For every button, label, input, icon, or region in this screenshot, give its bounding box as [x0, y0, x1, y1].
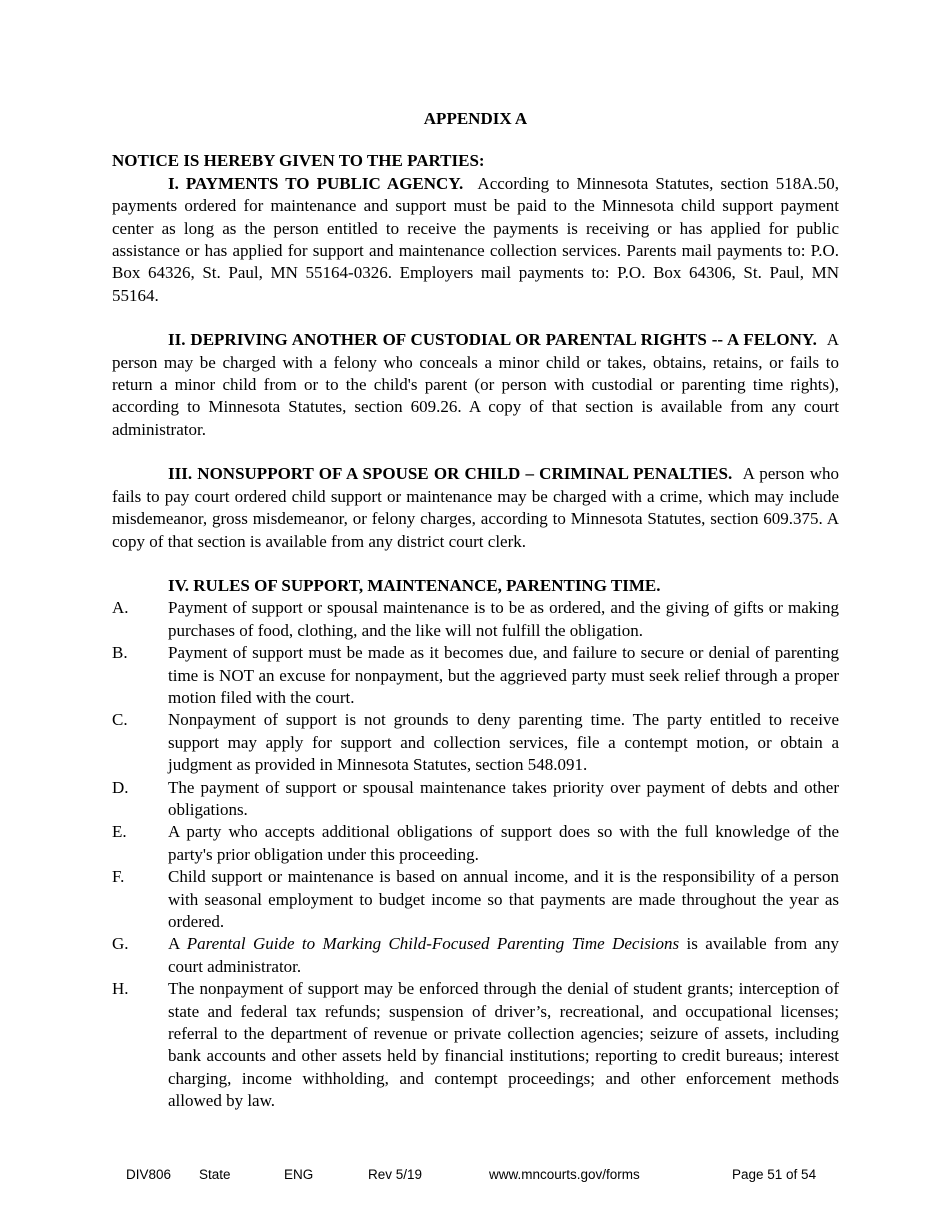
footer-language: ENG — [284, 1167, 314, 1182]
list-letter: E. — [112, 822, 127, 842]
section-body: According to Minnesota Statutes, section 518A.50, payments ordered for maintenance and support must be paid to the Minnesota child support payment center as long as the person entitled to receive the payments is receiving or has applied for public assistance or has applied for support and maintenance collection services. Parents mail payments to: P.O. Box 64326, St. Paul, MN 55164-0326. Employers mail payments to: P.O. Box 64306, St. Paul, MN 55164. — [112, 173, 839, 305]
list-text — [168, 933, 839, 978]
list-item — [112, 597, 839, 642]
page-footer — [0, 1167, 950, 1185]
section-body: A person who fails to pay court ordered child support or maintenance may be charged with a crime, which may include misdemeanor, gross misdemeanor, or felony charges, according to Minnesota Statutes, section 609.375. A copy of that section is available from any district court clerk. — [112, 464, 840, 551]
list-text: The nonpayment of support may be enforced through the denial of student grants; interception of state and federal tax refunds; suspension of driver’s, recreational, and occupational licenses; referral to the department of revenue or private collection agencies; seizure of assets, including bank accounts and other assets held by financial institutions; reporting to credit bureaus; interest charging, income withholding, and contempt proceedings; and other enforcement methods allowed by law. — [168, 979, 839, 1111]
list-item — [112, 642, 839, 709]
footer-url: www.mncourts.gov/forms — [489, 1167, 640, 1182]
footer-jurisdiction: State — [199, 1167, 231, 1182]
list-item — [112, 709, 839, 776]
list-item — [112, 866, 839, 933]
footer-revision: Rev 5/19 — [368, 1167, 423, 1182]
guide-title: Parental Guide to Marking Child-Focused Parenting Time Decisions — [186, 934, 680, 954]
list-letter: G. — [112, 934, 129, 954]
appendix-title: APPENDIX A — [423, 109, 528, 128]
section-nonsupport — [112, 463, 839, 553]
document-page — [112, 108, 839, 1113]
section-payments — [112, 173, 839, 307]
list-letter: A. — [112, 598, 129, 618]
list-item — [112, 777, 839, 822]
section-custodial-rights — [112, 329, 839, 441]
list-text: A party who accepts additional obligations of support does so with the full knowledge of the party's prior obligation under this proceeding. — [168, 822, 839, 864]
list-letter: D. — [112, 777, 129, 797]
list-text: Nonpayment of support is not grounds to deny parenting time. The party entitled to receive support may apply for support and collection services, file a contempt motion, or obtain a judgment as provided in Minnesota Statutes, section 548.091. — [168, 710, 839, 775]
section-heading: II. DEPRIVING ANOTHER OF CUSTODIAL OR PARENTAL RIGHTS -- A FELONY. — [168, 330, 817, 350]
section-body: A person may be charged with a felony who conceals a minor child or takes, obtains, retains, or fails to return a minor child from or to the child's parent (or person with custodial or parenting time rights), according to Minnesota Statutes, section 609.26. A copy of that section is available from any court administrator. — [112, 330, 840, 439]
list-text-pre: A — [168, 934, 187, 954]
list-item — [112, 978, 839, 1112]
footer-page-number: Page 51 of 54 — [732, 1167, 817, 1182]
rules-heading: IV. RULES OF SUPPORT, MAINTENANCE, PARENTING TIME. — [168, 575, 661, 595]
list-text: Child support or maintenance is based on annual income, and it is the responsibility of a person with seasonal employment to budget income so that payments are made throughout the year as ordered. — [168, 867, 839, 931]
list-letter: H. — [112, 979, 129, 999]
notice-heading: NOTICE IS HEREBY GIVEN TO THE PARTIES: — [112, 151, 485, 171]
list-letter: B. — [112, 643, 128, 663]
list-text: The payment of support or spousal maintenance takes priority over payment of debts and other obligations. — [168, 777, 839, 819]
list-text: Payment of support or spousal maintenance is to be as ordered, and the giving of gifts or making purchases of food, clothing, and the like will not fulfill the obligation. — [168, 598, 839, 640]
footer-form-code: DIV806 — [126, 1167, 172, 1182]
list-item — [112, 933, 839, 978]
list-item — [112, 821, 839, 866]
list-text: Payment of support must be made as it becomes due, and failure to secure or denial of parenting time is NOT an excuse for nonpayment, but the aggrieved party must seek relief through a proper motion filed with the court. — [168, 643, 839, 707]
section-heading: III. NONSUPPORT OF A SPOUSE OR CHILD – CRIMINAL PENALTIES. — [168, 464, 733, 484]
list-letter: C. — [112, 710, 128, 730]
list-letter: F. — [112, 867, 125, 887]
list-text-post: is available from any court administrator. — [168, 934, 839, 976]
section-heading: I. PAYMENTS TO PUBLIC AGENCY. — [168, 173, 464, 193]
